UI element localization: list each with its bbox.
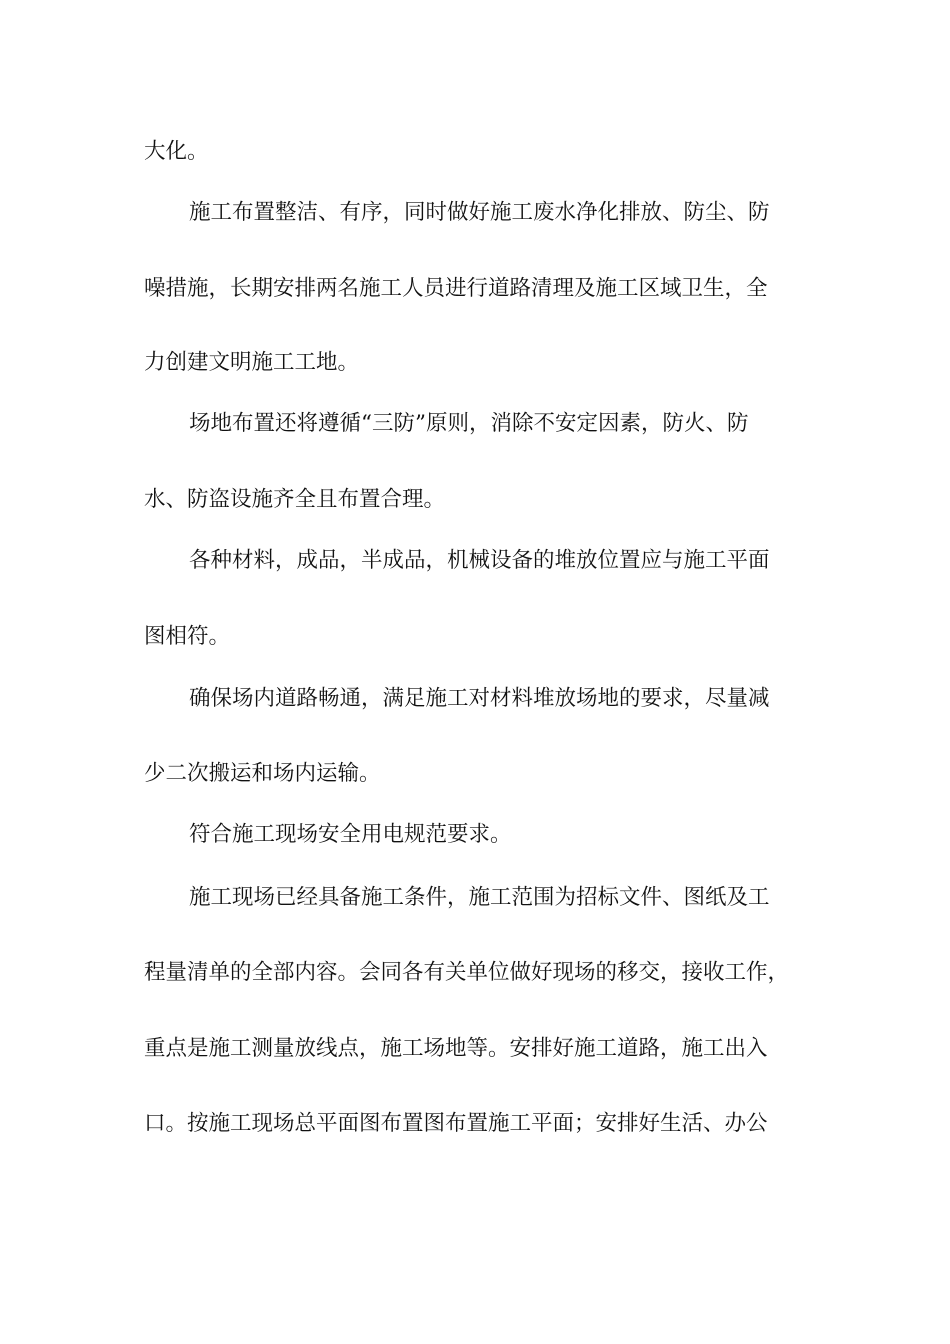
text-line-9: 确保场内道路畅通，满足施工对材料堆放场地的要求，尽量减 — [189, 686, 770, 711]
text-line-2: 施工布置整洁、有序，同时做好施工废水净化排放、防尘、防 — [189, 200, 770, 225]
text-line-8: 图相符。 — [144, 624, 231, 649]
text-line-11: 符合施工现场安全用电规范要求。 — [189, 822, 512, 847]
text-line-7: 各种材料，成品，半成品，机械设备的堆放位置应与施工平面 — [189, 548, 770, 573]
text-line-15: 口。按施工现场总平面图布置图布置施工平面；安排好生活、办公 — [144, 1111, 768, 1136]
text-line-4: 力创建文明施工工地。 — [144, 350, 360, 375]
text-line-3: 噪措施，长期安排两名施工人员进行道路清理及施工区域卫生，全 — [144, 276, 768, 301]
text-line-14: 重点是施工测量放线点，施工场地等。安排好施工道路，施工出入 — [144, 1036, 768, 1061]
text-line-12: 施工现场已经具备施工条件，施工范围为招标文件、图纸及工 — [189, 885, 770, 910]
text-line-6: 水、防盗设施齐全且布置合理。 — [144, 487, 446, 512]
text-line-10: 少二次搬运和场内运输。 — [144, 761, 381, 786]
text-line-1: 大化。 — [144, 139, 209, 164]
text-line-13: 程量清单的全部内容。会同各有关单位做好现场的移交，接收工作， — [144, 960, 790, 985]
text-line-5: 场地布置还将遵循“三防”原则，消除不安定因素，防火、防 — [189, 411, 749, 436]
